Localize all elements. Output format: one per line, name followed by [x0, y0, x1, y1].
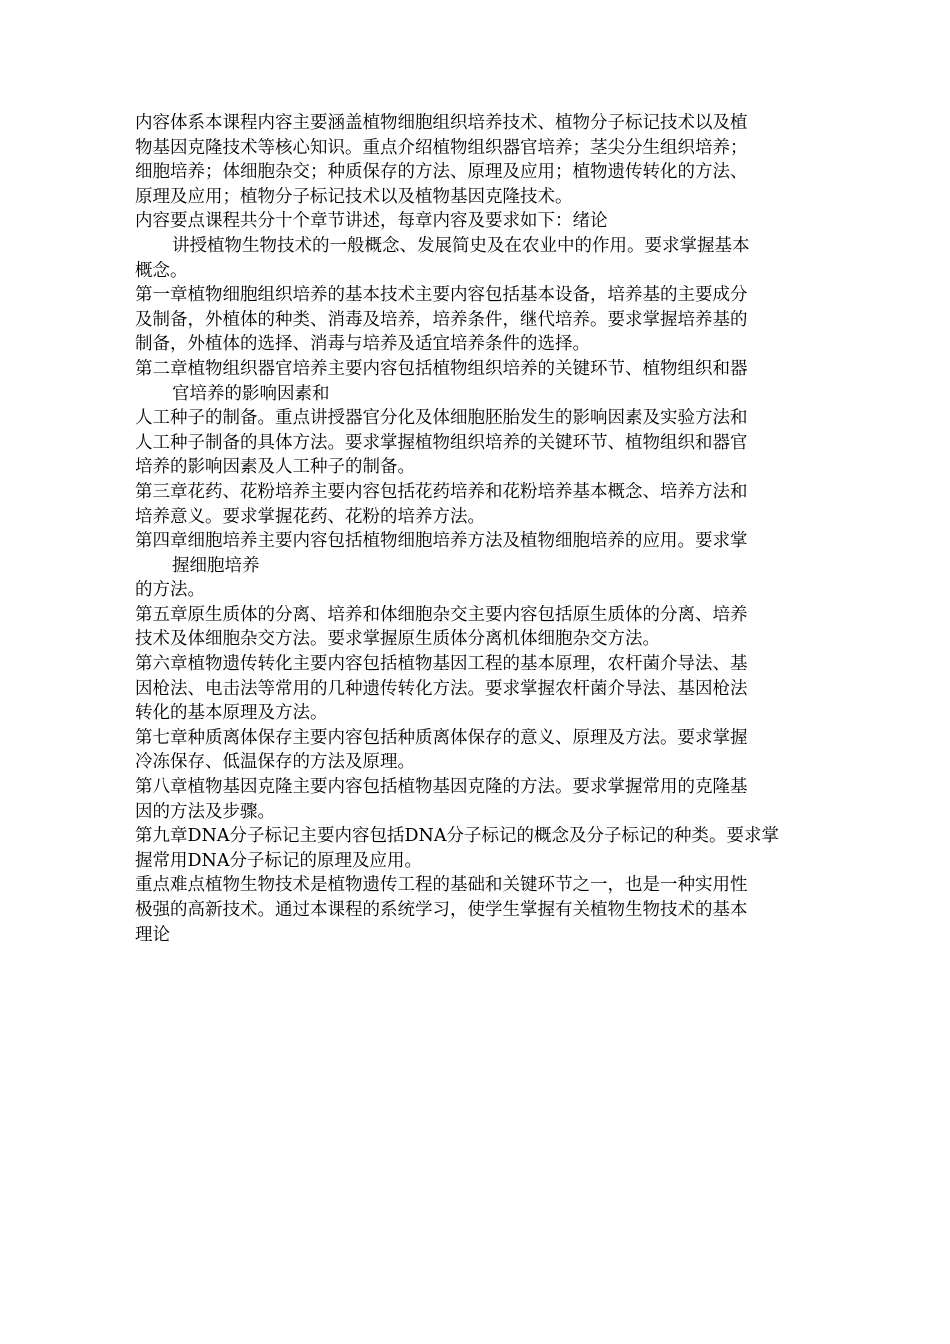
text-line: 人工种子的制备。重点讲授器官分化及体细胞胚胎发生的影响因素及实验方法和	[135, 408, 748, 429]
text-line: 内容体系本课程内容主要涵盖植物细胞组织培养技术、植物分子标记技术以及植	[135, 113, 748, 133]
text-line: 培养意义。要求掌握花药、花粉的培养方法。	[135, 506, 485, 527]
text-line: 第五章原生质体的分离、培养和体细胞杂交主要内容包括原生质体的分离、培养	[135, 604, 748, 625]
text-line: 握细胞培养	[172, 555, 260, 576]
text-line: 内容要点课程共分十个章节讲述，每章内容及要求如下：绪论	[135, 211, 608, 232]
text-line: 因的方法及步骤。	[135, 801, 275, 822]
text-line: 第二章植物组织器官培养主要内容包括植物组织培养的关键环节、植物组织和器	[135, 358, 748, 379]
text-line: 第九章DNA分子标记主要内容包括DNA分子标记的概念及分子标记的种类。要求掌	[135, 826, 779, 847]
text-line: 第四章细胞培养主要内容包括植物细胞培养方法及植物细胞培养的应用。要求掌	[135, 531, 748, 552]
text-line: 理论	[135, 924, 170, 945]
text-line: 的方法。	[135, 580, 205, 601]
text-line: 培养的影响因素及人工种子的制备。	[135, 457, 415, 478]
text-line: 第三章花药、花粉培养主要内容包括花药培养和花粉培养基本概念、培养方法和	[135, 481, 748, 502]
text-line: 人工种子制备的具体方法。要求掌握植物组织培养的关键环节、植物组织和器官	[135, 432, 748, 453]
text-line: 讲授植物生物技术的一般概念、发展简史及在农业中的作用。要求掌握基本	[172, 235, 750, 256]
text-line: 官培养的影响因素和	[172, 383, 330, 404]
text-line: 物基因克隆技术等核心知识。重点介绍植物组织器官培养；茎尖分生组织培养；	[135, 137, 748, 158]
text-line: 概念。	[135, 260, 188, 281]
text-line: 原理及应用；植物分子标记技术以及植物基因克隆技术。	[135, 186, 573, 207]
text-line: 第七章种质离体保存主要内容包括种质离体保存的意义、原理及方法。要求掌握	[135, 727, 748, 748]
text-line: 极强的高新技术。通过本课程的系统学习，使学生掌握有关植物生物技术的基本	[135, 900, 748, 920]
text-line: 冷冻保存、低温保存的方法及原理。	[135, 752, 415, 773]
text-line: 及制备，外植体的种类、消毒及培养，培养条件，继代培养。要求掌握培养基的	[135, 309, 748, 330]
text-line: 细胞培养；体细胞杂交；种质保存的方法、原理及应用；植物遗传转化的方法、	[135, 162, 748, 183]
text-line: 第八章植物基因克隆主要内容包括植物基因克隆的方法。要求掌握常用的克隆基	[135, 777, 748, 798]
text-line: 转化的基本原理及方法。	[135, 703, 328, 724]
text-line: 第一章植物细胞组织培养的基本技术主要内容包括基本设备，培养基的主要成分	[135, 285, 748, 306]
text-line: 握常用DNA分子标记的原理及应用。	[135, 850, 422, 871]
document-body	[135, 111, 825, 947]
text-line: 重点难点植物生物技术是植物遗传工程的基础和关键环节之一，也是一种实用性	[135, 875, 748, 896]
text-line: 因枪法、电击法等常用的几种遗传转化方法。要求掌握农杆菌介导法、基因枪法	[135, 678, 748, 699]
text-line: 第六章植物遗传转化主要内容包括植物基因工程的基本原理，农杆菌介导法、基	[135, 654, 748, 675]
text-line: 技术及体细胞杂交方法。要求掌握原生质体分离机体细胞杂交方法。	[135, 629, 660, 650]
text-line: 制备，外植体的选择、消毒与培养及适宜培养条件的选择。	[135, 334, 590, 355]
